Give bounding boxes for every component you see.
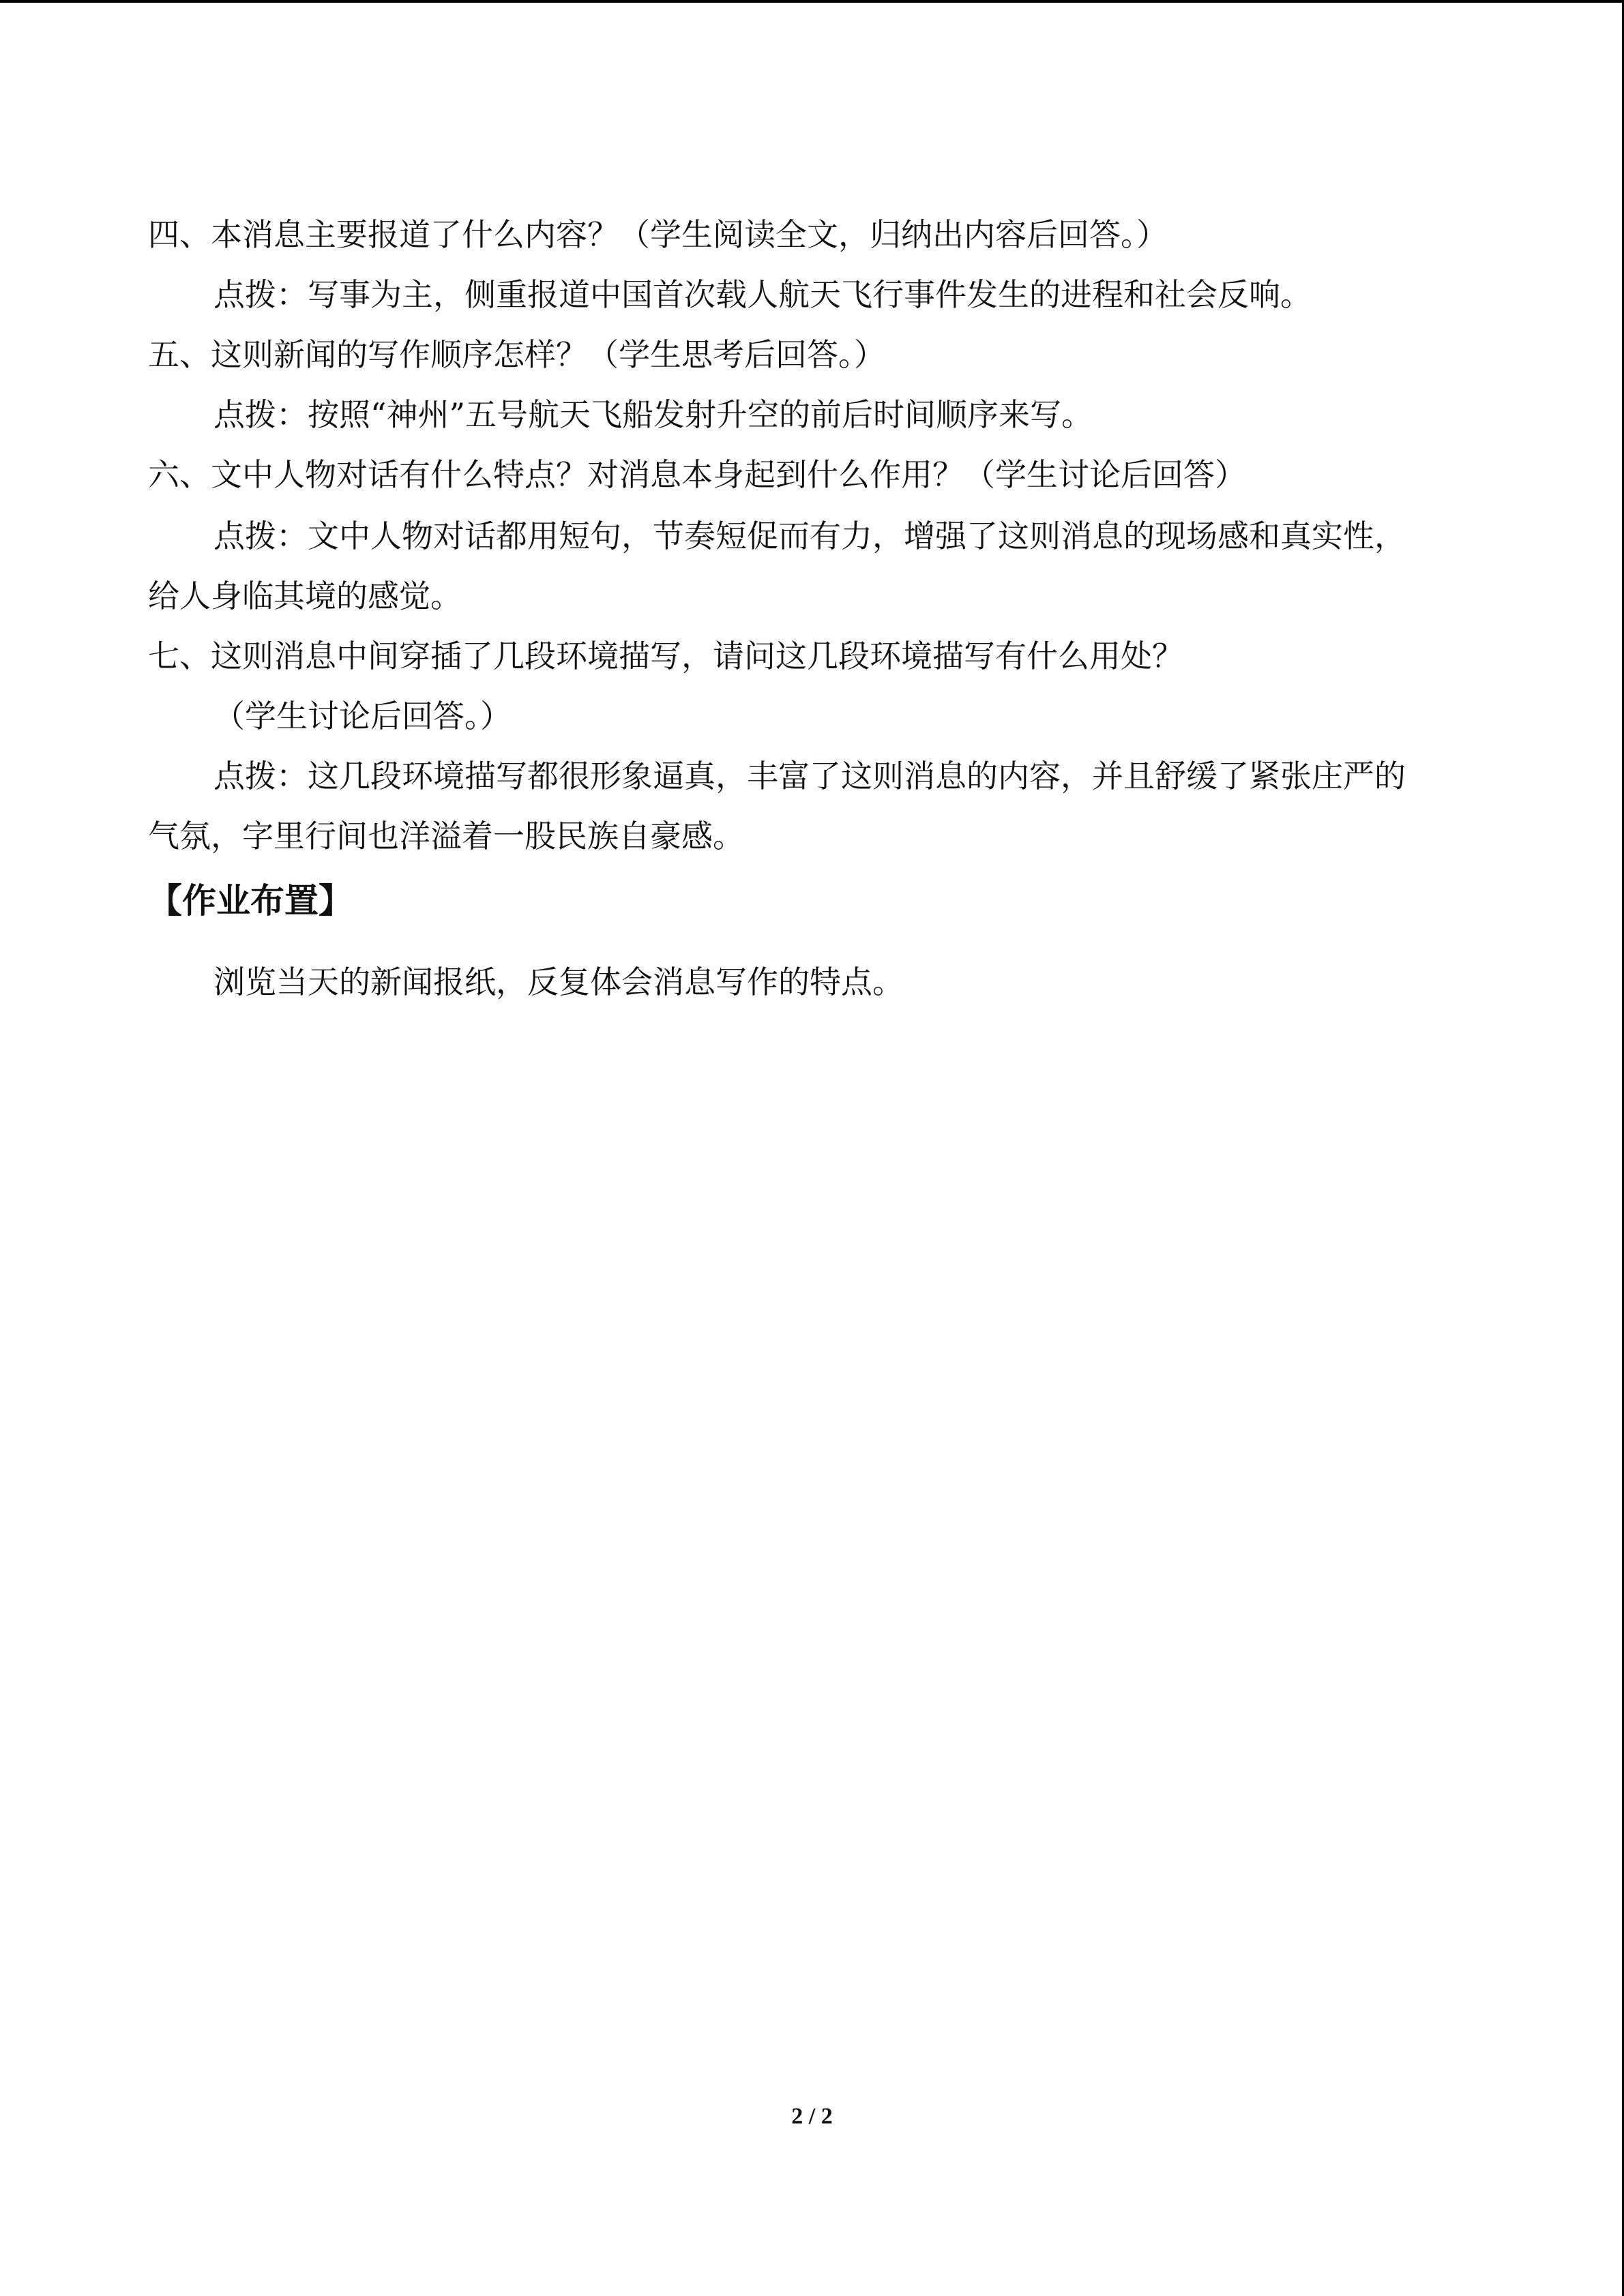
question-5: 五、这则新闻的写作顺序怎样？（学生思考后回答。） [148, 336, 885, 373]
question-7: 七、这则消息中间穿插了几段环境描写，请问这几段环境描写有什么用处？ [148, 638, 1183, 674]
question-6: 六、文中人物对话有什么特点？对消息本身起到什么作用？（学生讨论后回答） [148, 456, 1246, 493]
homework-text: 浏览当天的新闻报纸，反复体会消息写作的特点。 [213, 964, 904, 1000]
answer-7-line-1: 点拨：这几段环境描写都很形象逼真，丰富了这则消息的内容，并且舒缓了紧张庄严的 [213, 758, 1406, 794]
answer-6-line-2: 给人身临其境的感觉。 [148, 578, 462, 614]
top-border [0, 0, 1624, 3]
page-number: 2 / 2 [791, 2104, 833, 2129]
answer-5: 点拨：按照“神州”五号航天飞船发射升空的前后时间顺序来写。 [213, 396, 1093, 433]
answer-6-line-1: 点拨：文中人物对话都用短句，节奏短促而有力，增强了这则消息的现场感和真实性， [213, 518, 1406, 554]
question-4: 四、本消息主要报道了什么内容？（学生阅读全文，归纳出内容后回答。） [148, 216, 1168, 253]
question-7-note: （学生讨论后回答。） [213, 698, 512, 734]
homework-heading: 【作业布置】 [148, 881, 353, 921]
answer-7-line-2: 气氛，字里行间也洋溢着一股民族自豪感。 [148, 818, 744, 854]
answer-4: 点拨：写事为主，侧重报道中国首次载人航天飞行事件发生的进程和社会反响。 [213, 276, 1312, 313]
